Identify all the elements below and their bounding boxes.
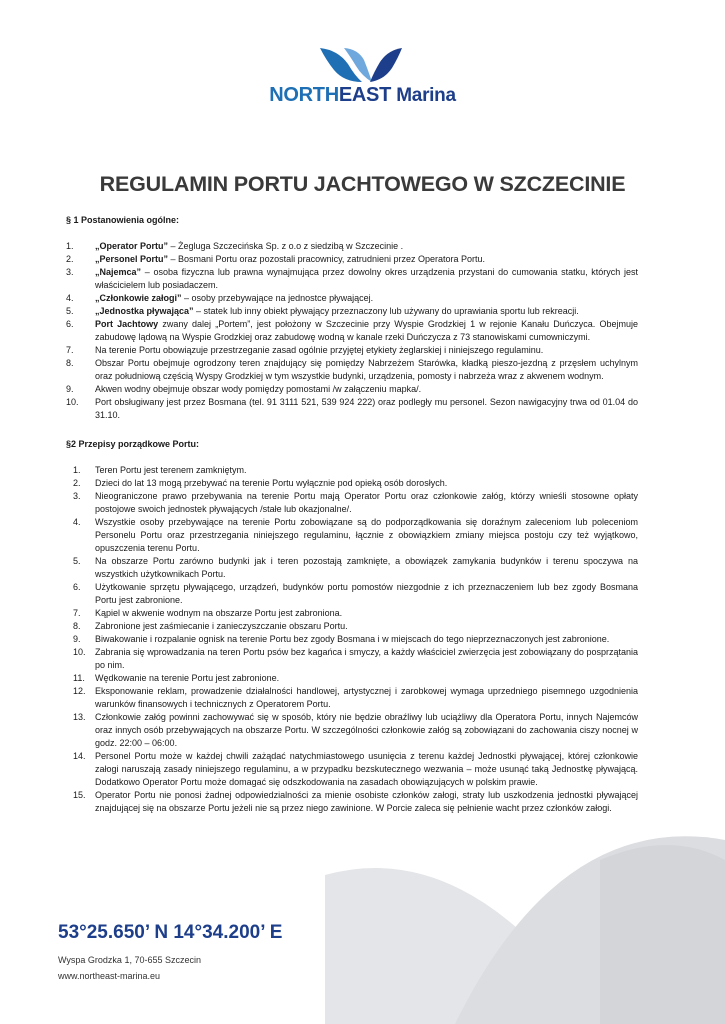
list-item-text: Na obszarze Portu zarówno budynki jak i teren pozostają zamknięte, a obowiązek zamykania budynków i terenu spoczywa na wszystkich użytkownikach Portu.	[95, 556, 638, 579]
list-item-text: – Żegluga Szczecińska Sp. z o.o z siedzibą w Szczecinie .	[168, 241, 404, 251]
list-item-text: Personel Portu może w każdej chwili zażądać natychmiastowego usunięcia z terenu każdej Jednostki pływającej, której członkowie załogi naruszają zasady niniejszego regulaminu, a w przypadku bezskutecznego wezwania – może usunąć taką Jednostkę pływającą. Dodatkowo Operator Portu może domagać się odszkodowania na zasadach obowiązujących w polskim prawie.	[95, 751, 638, 787]
list-item	[66, 789, 638, 815]
list-item-number: 5.	[73, 556, 81, 566]
regulations-content	[66, 214, 638, 815]
list-item-number: 3.	[66, 267, 74, 277]
wave-logo-icon	[318, 46, 404, 84]
list-item	[66, 318, 638, 344]
list-item-number: 6.	[73, 582, 81, 592]
list-item-number: 5.	[66, 306, 74, 316]
footer-contact	[58, 952, 201, 984]
list-item-text: – Bosmani Portu oraz pozostali pracownicy, zatrudnieni przez Operatora Portu.	[168, 254, 486, 264]
list-item-number: 4.	[73, 517, 81, 527]
list-item-text: – osoby przebywające na jednostce pływającej.	[181, 293, 374, 303]
list-item-number: 12.	[73, 686, 86, 696]
list-item	[66, 633, 638, 646]
list-item	[66, 357, 638, 383]
list-item-text: Wszystkie osoby przebywające na terenie Portu zobowiązane są do podporządkowania się doraźnym zaleceniom lub poleceniom Personelu Portu oraz przestrzegania niniejszego regulaminu, łącznie z obowiązkiem zmiany miejsca postoju czy też wyjątkowo, opuszczenia terenu Portu.	[95, 517, 638, 553]
list-item-text: Nieograniczone prawo przebywania na terenie Portu mają Operator Portu oraz członkowie załóg, którzy wnieśli stosowne opłaty postojowe swoich jednostek pływających /stałe lub okazjonalne/.	[95, 491, 638, 514]
list-item-text: Dzieci do lat 13 mogą przebywać na terenie Portu wyłącznie pod opieką osób dorosłych.	[95, 478, 448, 488]
list-item-number: 3.	[73, 491, 81, 501]
list-item	[66, 607, 638, 620]
coordinates: 53°25.650’ N 14°34.200’ E	[58, 922, 283, 943]
list-item	[66, 253, 638, 266]
list-item-number: 14.	[73, 751, 86, 761]
list-item-text: Teren Portu jest terenem zamkniętym.	[95, 465, 247, 475]
list-item	[66, 672, 638, 685]
list-item-number: 10.	[73, 647, 86, 657]
list-item-number: 2.	[73, 478, 81, 488]
list-item	[66, 646, 638, 672]
list-item	[66, 711, 638, 750]
list-item-number: 1.	[66, 241, 74, 251]
list-item-text: Zabrania się wprowadzania na teren Portu psów bez kagańca i smyczy, a każdy właściciel zwierzęcia jest zobowiązany do posprzątania po nim.	[95, 647, 638, 670]
brand-marina: Marina	[396, 85, 456, 106]
list-item-number: 4.	[66, 293, 74, 303]
list-item	[66, 555, 638, 581]
section1-list	[66, 240, 638, 422]
list-item-text: – osoba fizyczna lub prawna wynajmująca przez dowolny okres urządzenia przystani do cumowania statku, których jest właścicielem lub posiadaczem.	[95, 267, 638, 290]
page-title: REGULAMIN PORTU JACHTOWEGO W SZCZECINIE	[99, 172, 626, 196]
list-item-number: 2.	[66, 254, 74, 264]
list-item-text: Kąpiel w akwenie wodnym na obszarze Portu jest zabroniona.	[95, 608, 343, 618]
list-item-text: Użytkowanie sprzętu pływającego, urządzeń, budynków portu pomostów niezgodnie z ich przeznaczeniem lub bez zgody Bosmana Portu jest zabronione.	[95, 582, 638, 605]
list-item-number: 8.	[66, 358, 74, 368]
list-item	[66, 240, 638, 253]
list-item	[66, 464, 638, 477]
list-item	[66, 620, 638, 633]
list-item-number: 9.	[73, 634, 81, 644]
list-item	[66, 490, 638, 516]
list-item-text: Operator Portu nie ponosi żadnej odpowiedzialności za mienie osobiste członków załogi, straty lub uszkodzenia jednostki pływającej znajdującej się na obszarze Portu jeżeli nie są przez niego zawinione. W Porcie zaleca się pełnienie wacht przez członków załogi.	[95, 790, 638, 813]
list-item	[66, 305, 638, 318]
website-link[interactable]: www.northeast-marina.eu	[58, 971, 161, 981]
list-item-number: 8.	[73, 621, 81, 631]
brand-north: NORTH	[269, 84, 339, 106]
address: Wyspa Grodzka 1, 70-655 Szczecin	[58, 955, 201, 965]
list-item-text: zwany dalej „Portem”, jest położony w Szczecinie przy Wyspie Grodzkiej 1 w rejonie Kanału Duńczyca. Obejmuje zabudowę lądową na Wyspie Grodzkiej oraz zabudowę wodną w kanale rzeki Duńczycza z 73 stanowiskami cumowniczymi.	[95, 319, 639, 342]
list-item	[66, 516, 638, 555]
list-item	[66, 383, 638, 396]
list-item	[66, 685, 638, 711]
list-item-text: Członkowie załóg powinni zachowywać się w sposób, który nie będzie obraźliwy lub uciążliwy dla Operatora Portu, innych Najemców oraz innych osób przebywających na obszarze Portu. W szczególności członkowie załóg są zobowiązani do zachowania ciszy nocnej w godz. 22:00 – 06:00.	[95, 712, 638, 748]
list-item-number: 1.	[73, 465, 81, 475]
list-item-number: 9.	[66, 384, 74, 394]
section2-heading: §2 Przepisy porządkowe Portu:	[66, 439, 200, 449]
list-item	[66, 344, 638, 357]
list-item	[66, 292, 638, 305]
list-item-text: Na terenie Portu obowiązuje przestrzeganie zasad ogólnie przyjętej etykiety żeglarskiej i niniejszego regulaminu.	[95, 345, 544, 355]
list-item-term: Port Jachtowy	[95, 319, 159, 329]
list-item-term: „Członkowie załogi”	[95, 293, 182, 303]
list-item-term: „Operator Portu”	[95, 241, 169, 251]
list-item-number: 15.	[73, 790, 86, 800]
list-item-term: „Personel Portu”	[95, 254, 169, 264]
list-item-number: 10.	[66, 397, 79, 407]
list-item-text: Akwen wodny obejmuje obszar wody pomiędzy pomostami /w załączeniu mapka/.	[95, 384, 422, 394]
list-item-text: Eksponowanie reklam, prowadzenie działalności handlowej, artystycznej i zarobkowej wymaga uprzedniego pisemnego uzgodnienia warunków finansowych i technicznych z Operatorem Portu.	[95, 686, 638, 709]
list-item-number: 7.	[73, 608, 81, 618]
list-item-term: „Jednostka pływająca”	[95, 306, 194, 316]
list-item-text: – statek lub inny obiekt pływający przeznaczony lub używany do uprawiania sportu lub rekreacji.	[193, 306, 579, 316]
list-item-number: 13.	[73, 712, 86, 722]
brand-logo	[0, 40, 725, 115]
list-item	[66, 266, 638, 292]
list-item-term: „Najemca”	[95, 267, 142, 277]
section1-heading: § 1 Postanowienia ogólne:	[66, 215, 180, 225]
brand-wordmark	[0, 84, 725, 107]
brand-east: EAST	[338, 84, 392, 106]
list-item-text: Wędkowanie na terenie Portu jest zabronione.	[95, 673, 280, 683]
list-item-number: 6.	[66, 319, 74, 329]
list-item-number: 11.	[73, 673, 85, 683]
list-item	[66, 750, 638, 789]
list-item-text: Zabronione jest zaśmiecanie i zanieczyszczanie obszaru Portu.	[95, 621, 348, 631]
list-item	[66, 477, 638, 490]
list-item-text: Biwakowanie i rozpalanie ognisk na terenie Portu bez zgody Bosmana i w miejscach do tego nieprzeznaczonych jest zabronione.	[95, 634, 610, 644]
list-item-text: Obszar Portu obejmuje ogrodzony teren znajdujący się pomiędzy Nabrzeżem Starówka, kładką pieszo-jezdną z przęsłem uchylnym oraz południową częścią Wyspy Grodzkiej w tym wszystkie budynki, urządzenia, pomosty i nabrzeża wraz z akwenem wodnym.	[95, 358, 638, 381]
list-item	[66, 581, 638, 607]
list-item-text: Port obsługiwany jest przez Bosmana (tel. 91 3111 521, 539 924 222) oraz podległy mu personel. Sezon nawigacyjny trwa od 01.04 do 31.10.	[95, 397, 638, 420]
section2-list	[66, 464, 638, 815]
list-item-number: 7.	[66, 345, 74, 355]
list-item	[66, 396, 638, 422]
